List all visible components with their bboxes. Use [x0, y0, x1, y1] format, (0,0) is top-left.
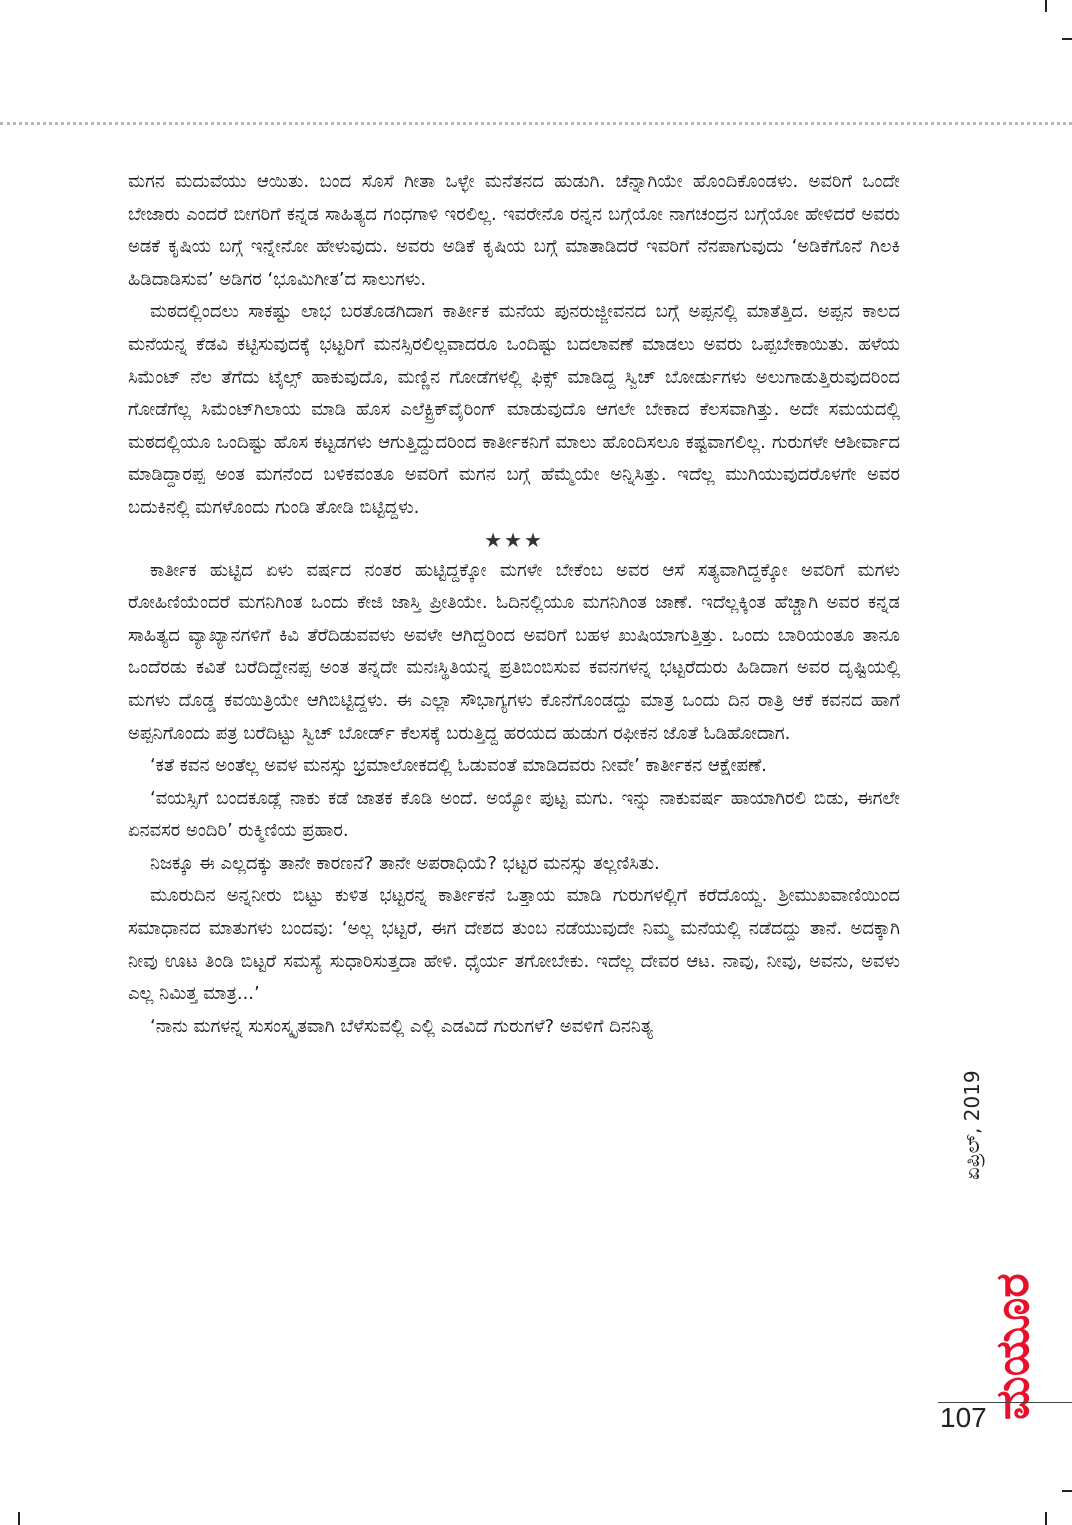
magazine-logo: ಮಯೂರ [985, 1273, 1039, 1420]
crop-mark-right-top [1062, 38, 1072, 40]
paragraph: ‘ವಯಸ್ಸಿಗೆ ಬಂದಕೂಡ್ಲೆ ನಾಕು ಕಡೆ ಜಾತಕ ಕೊಡಿ ಅಂದೆ. ಅಯ್ಯೋ ಪುಟ್ಟ ಮಗು. ಇನ್ನು ನಾಕುವರ್ಷ ಹಾಯಾಗಿರಲಿ ಬಿಡು, ಈಗಲೇ ಏನವಸರ ಅಂದಿರಿ’ ರುಕ್ಮಿಣಿಯ ಪ್ರಹಾರ. [128, 787, 900, 842]
crop-mark-left-bottom [18, 1512, 20, 1525]
page-number: 107 [940, 1402, 987, 1433]
issue-date: ಏಪ್ರಿಲ್, 2019 [960, 1070, 984, 1180]
paragraph: ನಿಜಕ್ಕೂ ಈ ಎಲ್ಲದಕ್ಕು ತಾನೇ ಕಾರಣನೆ? ತಾನೇ ಅಪರಾಧಿಯೆ? ಭಟ್ಟರ ಮನಸ್ಸು ತಲ್ಲಣಿಸಿತು. [150, 852, 660, 874]
crop-mark-bottom-right [1045, 1512, 1047, 1525]
section-separator: ★★★ [484, 527, 544, 552]
article-body [128, 166, 900, 1043]
crop-mark-top [1045, 0, 1047, 12]
paragraph: ಮಠದಲ್ಲಿಂದಲು ಸಾಕಷ್ಟು ಲಾಭ ಬರತೊಡಗಿದಾಗ ಕಾರ್ತೀಕ ಮನೆಯ ಪುನರುಜ್ಜೀವನದ ಬಗ್ಗೆ ಅಪ್ಪನಲ್ಲಿ ಮಾತೆತ್ತಿದ. ಅಪ್ಪನ ಕಾಲದ ಮನೆಯನ್ನ ಕೆಡವಿ ಕಟ್ಟಿಸುವುದಕ್ಕೆ ಭಟ್ಟರಿಗೆ ಮನಸ್ಸಿರಲಿಲ್ಲವಾದರೂ ಒಂದಿಷ್ಟು ಬದಲಾವಣೆ ಮಾಡಲು ಅವರು ಒಪ್ಪಬೇಕಾಯಿತು. ಹಳೆಯ ಸಿಮೆಂಟ್ ನೆಲ ತೆಗೆದು ಟೈಲ್ಸ್ ಹಾಕುವುದೊ, ಮಣ್ಣಿನ ಗೋಡೆಗಳಲ್ಲಿ ಫಿಕ್ಸ್ ಮಾಡಿದ್ದ ಸ್ವಿಚ್ ಬೋರ್ಡುಗಳು ಅಲುಗಾಡುತ್ತಿರುವುದರಿಂದ ಗೋಡೆಗೆಲ್ಲ ಸಿಮೆಂಟ್‌ಗಿಲಾಯ ಮಾಡಿ ಹೊಸ ಎಲೆಕ್ಟ್ರಿಕ್‌ವೈರಿಂಗ್ ಮಾಡುವುದೊ ಆಗಲೇ ಬೇಕಾದ ಕೆಲಸವಾಗಿತ್ತು. ಅದೇ ಸಮಯದಲ್ಲಿ ಮಠದಲ್ಲಿಯೂ ಒಂದಿಷ್ಟು ಹೊಸ ಕಟ್ಟಡಗಳು ಆಗುತ್ತಿದ್ದುದರಿಂದ ಕಾರ್ತೀಕನಿಗೆ ಮಾಲು ಹೊಂದಿಸಲೂ ಕಷ್ಟವಾಗಲಿಲ್ಲ. ಗುರುಗಳೇ ಆಶೀರ್ವಾದ ಮಾಡಿದ್ದಾರಪ್ಪ ಅಂತ ಮಗನೆಂದ ಬಳಿಕವಂತೂ ಅವರಿಗೆ ಮಗನ ಬಗ್ಗೆ ಹೆಮ್ಮೆಯೇ ಅನ್ನಿಸಿತ್ತು. ಇದೆಲ್ಲ ಮುಗಿಯುವುದರೊಳಗೇ ಅವರ ಬದುಕಿನಲ್ಲಿ ಮಗಳೊಂದು ಗುಂಡಿ ತೋಡಿ ಬಿಟ್ಟಿದ್ದಳು. [128, 301, 900, 518]
paragraph: ‘ಕತೆ ಕವನ ಅಂತೆಲ್ಲ ಅವಳ ಮನಸ್ಸು ಭ್ರಮಾಲೋಕದಲ್ಲಿ ಓಡುವಂತೆ ಮಾಡಿದವರು ನೀವೇ’ ಕಾರ್ತೀಕನ ಆಕ್ಷೇಪಣೆ. [150, 755, 767, 777]
paragraph: ‘ನಾನು ಮಗಳನ್ನ ಸುಸಂಸ್ಕೃತವಾಗಿ ಬೆಳೆಸುವಲ್ಲಿ ಎಲ್ಲಿ ಎಡವಿದೆ ಗುರುಗಳೆ? ಅವಳಿಗೆ ದಿನನಿತ್ಯ [150, 1015, 653, 1037]
paragraph: ಮಗನ ಮದುವೆಯು ಆಯಿತು. ಬಂದ ಸೊಸೆ ಗೀತಾ ಒಳ್ಳೇ ಮನೆತನದ ಹುಡುಗಿ. ಚೆನ್ನಾಗಿಯೇ ಹೊಂದಿಕೊಂಡಳು. ಅವರಿಗೆ ಒಂದೇ ಬೇಜಾರು ಎಂದರೆ ಬೀಗರಿಗೆ ಕನ್ನಡ ಸಾಹಿತ್ಯದ ಗಂಧಗಾಳಿ ಇರಲಿಲ್ಲ. ಇವರೇನೊ ರನ್ನನ ಬಗ್ಗೆಯೋ ನಾಗಚಂದ್ರನ ಬಗ್ಗೆಯೋ ಹೇಳಿದರೆ ಅವರು ಅಡಕೆ ಕೃಷಿಯ ಬಗ್ಗೆ ಇನ್ನೇನೋ ಹೇಳುವುದು. ಅವರು ಅಡಿಕೆ ಕೃಷಿಯ ಬಗ್ಗೆ ಮಾತಾಡಿದರೆ ಇವರಿಗೆ ನೆನಪಾಗುವುದು ‘ಅಡಿಕೆಗೊನೆ ಗಿಲಕಿ ಹಿಡಿದಾಡಿಸುವ’ ಅಡಿಗರ ‘ಭೂಮಿಗೀತ’ದ ಸಾಲುಗಳು. [128, 171, 900, 290]
paragraph: ಕಾರ್ತೀಕ ಹುಟ್ಟಿದ ಏಳು ವರ್ಷದ ನಂತರ ಹುಟ್ಟಿದ್ದಕ್ಕೋ ಮಗಳೇ ಬೇಕೆಂಬ ಅವರ ಆಸೆ ಸತ್ಯವಾಗಿದ್ದಕ್ಕೋ ಅವರಿಗೆ ಮಗಳು ರೋಹಿಣಿಯೆಂದರೆ ಮಗನಿಗಿಂತ ಒಂದು ಕೇಜಿ ಜಾಸ್ತಿ ಪ್ರೀತಿಯೇ. ಓದಿನಲ್ಲಿಯೂ ಮಗನಿಗಿಂತ ಜಾಣೆ. ಇದೆಲ್ಲಕ್ಕಿಂತ ಹೆಚ್ಚಾಗಿ ಅವರ ಕನ್ನಡ ಸಾಹಿತ್ಯದ ವ್ಯಾಖ್ಯಾನಗಳಿಗೆ ಕಿವಿ ತೆರೆದಿಡುವವಳು ಅವಳೇ ಆಗಿದ್ದರಿಂದ ಅವರಿಗೆ ಬಹಳ ಖುಷಿಯಾಗುತ್ತಿತ್ತು. ಒಂದು ಬಾರಿಯಂತೂ ತಾನೂ ಒಂದೆರಡು ಕವಿತೆ ಬರೆದಿದ್ದೇನಪ್ಪ ಅಂತ ತನ್ನದೇ ಮನಃಸ್ಥಿತಿಯನ್ನ ಪ್ರತಿಬಿಂಬಿಸುವ ಕವನಗಳನ್ನ ಭಟ್ಟರೆದುರು ಹಿಡಿದಾಗ ಅವರ ದೃಷ್ಟಿಯಲ್ಲಿ ಮಗಳು ದೊಡ್ಡ ಕವಯಿತ್ರಿಯೇ ಆಗಿಬಿಟ್ಟಿದ್ದಳು. ಈ ಎಲ್ಲಾ ಸೌಭಾಗ್ಯಗಳು ಕೊನೆಗೊಂಡದ್ದು ಮಾತ್ರ ಒಂದು ದಿನ ರಾತ್ರಿ ಆಕೆ ಕವನದ ಹಾಗೆ ಅಪ್ಪನಿಗೊಂದು ಪತ್ರ ಬರೆದಿಟ್ಟು ಸ್ವಿಚ್ ಬೋರ್ಡ್ ಕೆಲಸಕ್ಕೆ ಬರುತ್ತಿದ್ದ ಹರಯದ ಹುಡುಗ ರಫೀಕನ ಜೊತೆ ಓಡಿಹೋದಾಗ. [128, 559, 900, 744]
paragraph: ಮೂರುದಿನ ಅನ್ನನೀರು ಬಿಟ್ಟು ಕುಳಿತ ಭಟ್ಟರನ್ನ ಕಾರ್ತೀಕನೆ ಒತ್ತಾಯ ಮಾಡಿ ಗುರುಗಳಲ್ಲಿಗೆ ಕರೆದೊಯ್ದ. ಶ್ರೀಮುಖವಾಣಿಯಿಂದ ಸಮಾಧಾನದ ಮಾತುಗಳು ಬಂದವು: ‘ಅಲ್ಲ ಭಟ್ಟರೆ, ಈಗ ದೇಶದ ತುಂಬ ನಡೆಯುವುದೇ ನಿಮ್ಮ ಮನೆಯಲ್ಲಿ ನಡೆದದ್ದು ತಾನೆ. ಅದಕ್ಕಾಗಿ ನೀವು ಊಟ ತಿಂಡಿ ಬಿಟ್ಟರೆ ಸಮಸ್ಯೆ ಸುಧಾರಿಸುತ್ತದಾ ಹೇಳಿ. ಧೈರ್ಯ ತಗೋಬೇಕು. ಇದೆಲ್ಲ ದೇವರ ಆಟ. ನಾವು, ನೀವು, ಅವನು, ಅವಳು ಎಲ್ಲ ನಿಮಿತ್ತ ಮಾತ್ರ...’ [128, 885, 900, 1005]
crop-mark-right-bottom [1062, 1490, 1072, 1492]
header-dotted-rule [0, 122, 1072, 125]
